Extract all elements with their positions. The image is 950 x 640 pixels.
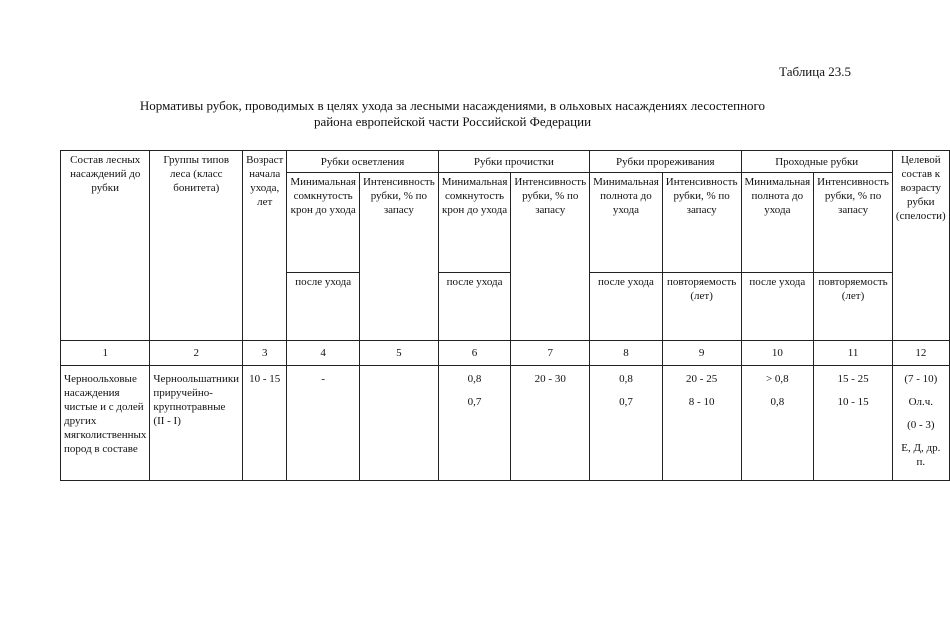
cell-c9-intensity: 20 - 25 xyxy=(686,373,718,385)
cell-c6-after: 0,7 xyxy=(467,396,482,408)
col-number: 10 xyxy=(741,341,814,366)
cell-start-age: 10 - 15 xyxy=(243,366,287,481)
header-c5: Интенсивность рубки, % по запасу xyxy=(359,173,438,341)
col-number: 11 xyxy=(814,341,893,366)
table-row xyxy=(61,366,950,481)
header-c6: Минимальная сомкнутость крон до ухода xyxy=(438,173,511,273)
cell-c7: 20 - 30 xyxy=(511,366,590,481)
col-number: 1 xyxy=(61,341,150,366)
col-number: 6 xyxy=(438,341,511,366)
header-composition: Состав лесных насаждений до рубки xyxy=(61,151,150,341)
cell-c4: - xyxy=(287,366,360,481)
cell-c12-line4: Е, Д, др. п. xyxy=(901,442,941,468)
col-number: 7 xyxy=(511,341,590,366)
header-c10-after: после ухода xyxy=(741,273,814,341)
header-c7: Интенсивность рубки, % по запасу xyxy=(511,173,590,341)
table-label: Таблица 23.5 xyxy=(779,64,851,79)
header-c8: Минимальная полнота до ухода xyxy=(590,173,663,273)
col-number: 8 xyxy=(590,341,663,366)
cell-c11-repeat: 10 - 15 xyxy=(837,396,869,408)
cell-c12-line2: Ол.ч. xyxy=(908,396,934,408)
cell-target-composition xyxy=(892,366,949,481)
col-number: 12 xyxy=(892,341,949,366)
header-group-clearing: Рубки осветления xyxy=(287,151,438,173)
cell-c10-after: 0,8 xyxy=(770,396,785,408)
norms-table xyxy=(60,150,950,481)
col-number: 5 xyxy=(359,341,438,366)
title-line-2: района европейской части Российской Федерации xyxy=(313,114,592,129)
header-group-cleaning: Рубки прочистки xyxy=(438,151,589,173)
header-c8-after: после ухода xyxy=(590,273,663,341)
table-title xyxy=(60,98,845,130)
title-line-1: Нормативы рубок, проводимых в целях ухода за лесными насаждениями, в ольховых насаждениях лесостепного xyxy=(139,98,766,113)
cell-c5 xyxy=(359,366,438,481)
header-c6-after: после ухода xyxy=(438,273,511,341)
header-c9-repeat: повторяемость (лет) xyxy=(662,273,741,341)
header-c4-after: после ухода xyxy=(287,273,360,341)
col-number: 9 xyxy=(662,341,741,366)
cell-c8 xyxy=(590,366,663,481)
col-number: 3 xyxy=(243,341,287,366)
cell-forest-type: Черноольшатники приручейно-крупнотравные (II - I) xyxy=(150,366,243,481)
column-number-row xyxy=(61,341,950,366)
cell-c9 xyxy=(662,366,741,481)
cell-c6 xyxy=(438,366,511,481)
header-target-composition: Целевой состав к возрасту рубки (спелости) xyxy=(892,151,949,341)
cell-c12-line3: (0 - 3) xyxy=(907,419,935,431)
header-group-thinning: Рубки прореживания xyxy=(590,151,741,173)
header-c9: Интенсивность рубки, % по запасу xyxy=(662,173,741,273)
header-c11-repeat: повторяемость (лет) xyxy=(814,273,893,341)
header-c10: Минимальная полнота до ухода xyxy=(741,173,814,273)
cell-composition: Черноольховые насаждения чистые и с долей других мягколиственных пород в составе xyxy=(61,366,150,481)
header-start-age: Возраст начала ухода, лет xyxy=(243,151,287,341)
header-group-passage: Проходные рубки xyxy=(741,151,892,173)
cell-c11 xyxy=(814,366,893,481)
header-forest-type: Группы типов леса (класс бонитета) xyxy=(150,151,243,341)
col-number: 2 xyxy=(150,341,243,366)
cell-c11-intensity: 15 - 25 xyxy=(837,373,869,385)
cell-c9-repeat: 8 - 10 xyxy=(688,396,715,408)
cell-c10 xyxy=(741,366,814,481)
cell-c8-after: 0,7 xyxy=(619,396,633,408)
header-c4: Минимальная сомкнутость крон до ухода xyxy=(287,173,360,273)
cell-c8-min: 0,8 xyxy=(619,373,633,385)
col-number: 4 xyxy=(287,341,360,366)
cell-c12-line1: (7 - 10) xyxy=(904,373,938,385)
header-c11: Интенсивность рубки, % по запасу xyxy=(814,173,893,273)
cell-c6-min: 0,8 xyxy=(467,373,482,385)
cell-c10-min: > 0,8 xyxy=(765,373,789,385)
